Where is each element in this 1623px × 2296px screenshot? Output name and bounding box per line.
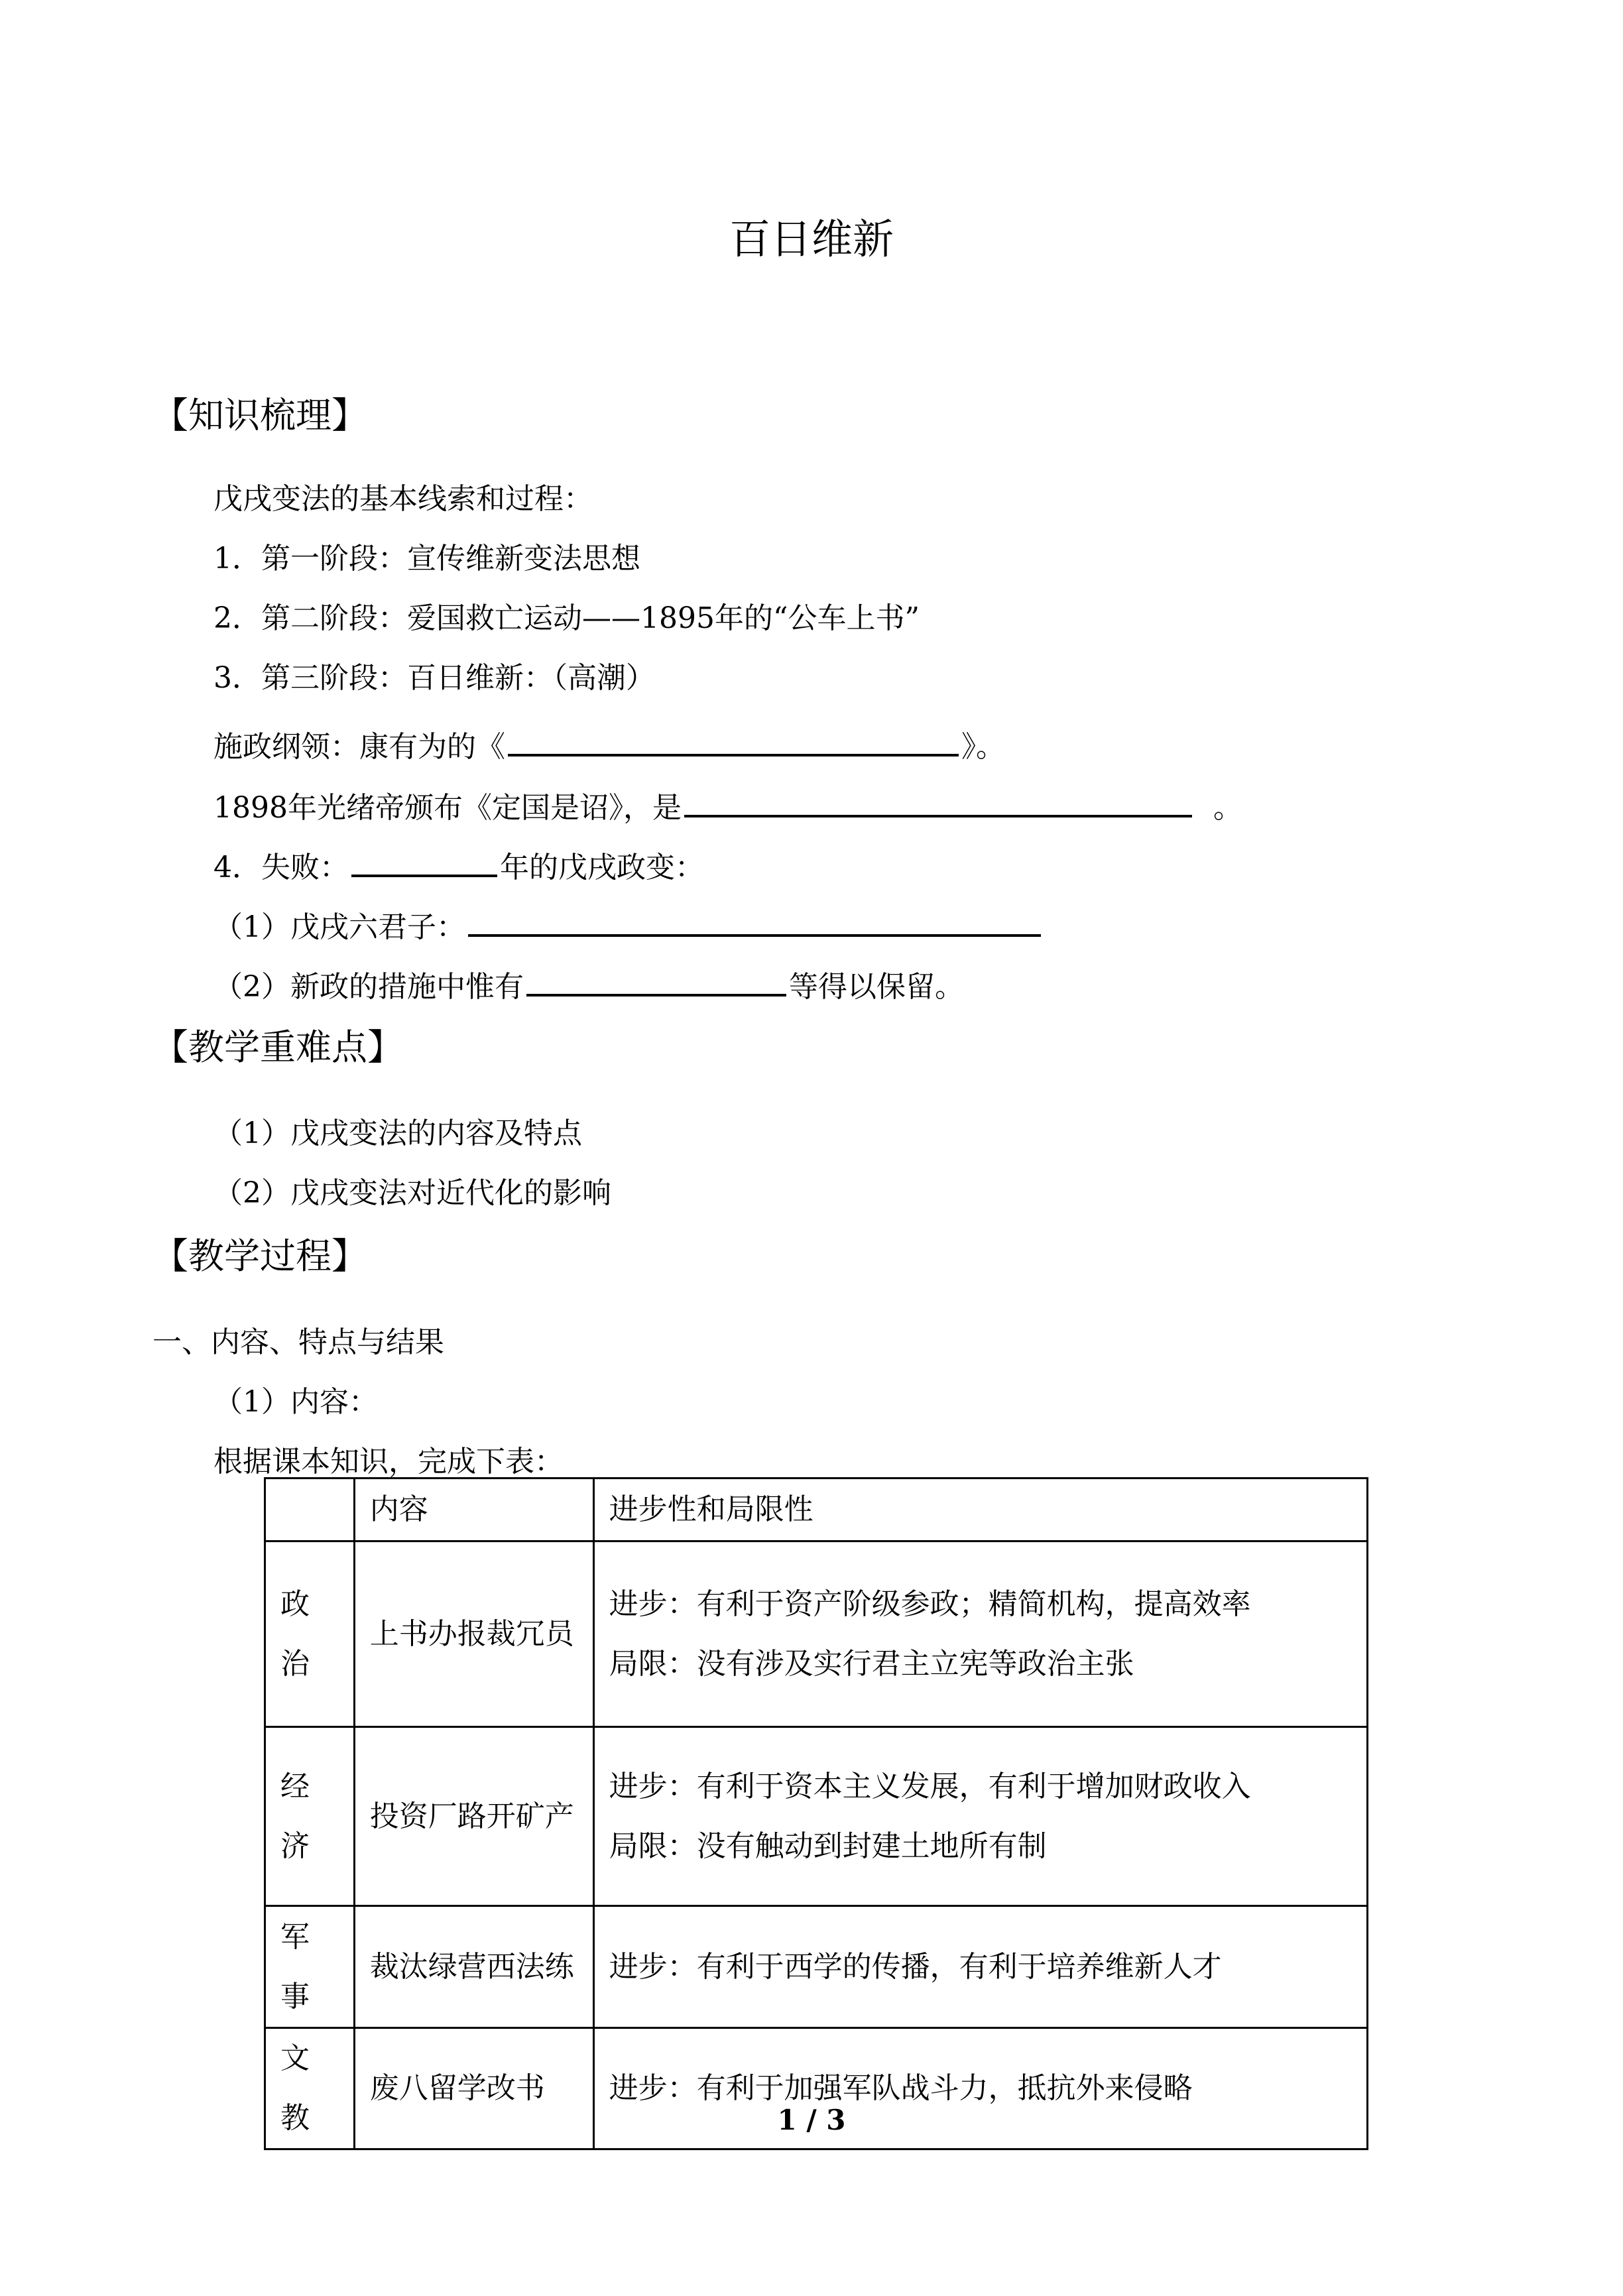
row-category: 经济 [265, 1727, 355, 1906]
stage-2: 2．第二阶段：爱国救亡运动——1895年的“公车上书” [213, 601, 920, 635]
remaining-suffix: 等得以保留。 [789, 970, 964, 1004]
decree-line [213, 786, 1242, 823]
remaining-prefix: （2）新政的措施中惟有 [213, 970, 524, 1004]
failure-year-blank[interactable] [351, 845, 497, 877]
failure-prefix: 4．失败： [213, 851, 349, 884]
row-category: 政治 [265, 1541, 355, 1727]
row-category: 军事 [265, 1906, 355, 2028]
section-heading-process: 【教学过程】 [152, 1235, 367, 1277]
six-gentlemen-line [213, 905, 1044, 942]
page-indicator: 1 / 3 [777, 2104, 846, 2136]
row-progress: 进步：有利于资产阶级参政；精简机构，提高效率 [609, 1587, 1251, 1621]
table-row [265, 1906, 1368, 2028]
row-evaluation [593, 1727, 1367, 1906]
program-line [213, 725, 1005, 762]
key-point-2: （2）戊戌变法对近代化的影响 [213, 1176, 611, 1210]
table-header-cell: 内容 [354, 1479, 593, 1541]
stage-3: 3．第三阶段：百日维新：（高潮） [213, 661, 655, 695]
program-suffix: 》。 [961, 730, 1005, 764]
row-content: 废八留学改书 [354, 2028, 593, 2149]
page-title: 百日维新 [729, 215, 894, 263]
section-heading-key-points: 【教学重难点】 [152, 1026, 403, 1068]
stage-1: 1．第一阶段：宣传维新变法思想 [213, 542, 640, 575]
failure-line [213, 845, 704, 882]
reform-table [264, 1477, 1368, 2150]
table-header-cell [265, 1479, 355, 1541]
row-limit: 局限：没有涉及实行君主立宪等政治主张 [609, 1646, 1134, 1681]
table-row [265, 1541, 1368, 1727]
six-gentlemen-blank[interactable] [468, 905, 1041, 937]
remaining-blank[interactable] [526, 965, 786, 997]
row-content: 裁汰绿营西法练 [354, 1906, 593, 2028]
table-header-cell: 进步性和局限性 [593, 1479, 1367, 1541]
decree-prefix: 1898年光绪帝颁布《定国是诏》，是 [213, 791, 682, 825]
row-content: 上书办报裁冗员 [354, 1541, 593, 1727]
table-instruction: 根据课本知识，完成下表： [213, 1445, 564, 1479]
six-gentlemen-label: （1）戊戌六君子： [213, 910, 465, 944]
row-limit: 局限：没有触动到封建土地所有制 [609, 1829, 1047, 1863]
table-row [265, 1727, 1368, 1906]
decree-suffix: 。 [1213, 791, 1242, 825]
row-progress: 进步：有利于资本主义发展，有利于增加财政收入 [609, 1769, 1251, 1803]
row-progress: 进步：有利于加强军队战斗力，抵抗外来侵略 [609, 2071, 1193, 2105]
program-blank[interactable] [508, 725, 959, 756]
section-heading-knowledge: 【知识梳理】 [152, 394, 367, 436]
row-progress: 进步：有利于西学的传播，有利于培养维新人才 [609, 1949, 1222, 1984]
decree-blank[interactable] [684, 786, 1192, 817]
failure-suffix: 年的戊戌政变： [500, 851, 704, 884]
table-header-row [265, 1479, 1368, 1541]
knowledge-intro: 戊戌变法的基本线索和过程： [213, 482, 593, 516]
remaining-line [213, 965, 964, 1002]
row-evaluation [593, 1541, 1367, 1727]
key-point-1: （1）戊戌变法的内容及特点 [213, 1117, 582, 1150]
row-content: 投资厂路开矿产 [354, 1727, 593, 1906]
row-category: 文教 [265, 2028, 355, 2149]
part-1-title: 一、内容、特点与结果 [152, 1325, 444, 1359]
row-evaluation [593, 1906, 1367, 2028]
program-prefix: 施政纲领：康有为的《 [213, 730, 505, 764]
sub-1-content: （1）内容： [213, 1385, 378, 1419]
